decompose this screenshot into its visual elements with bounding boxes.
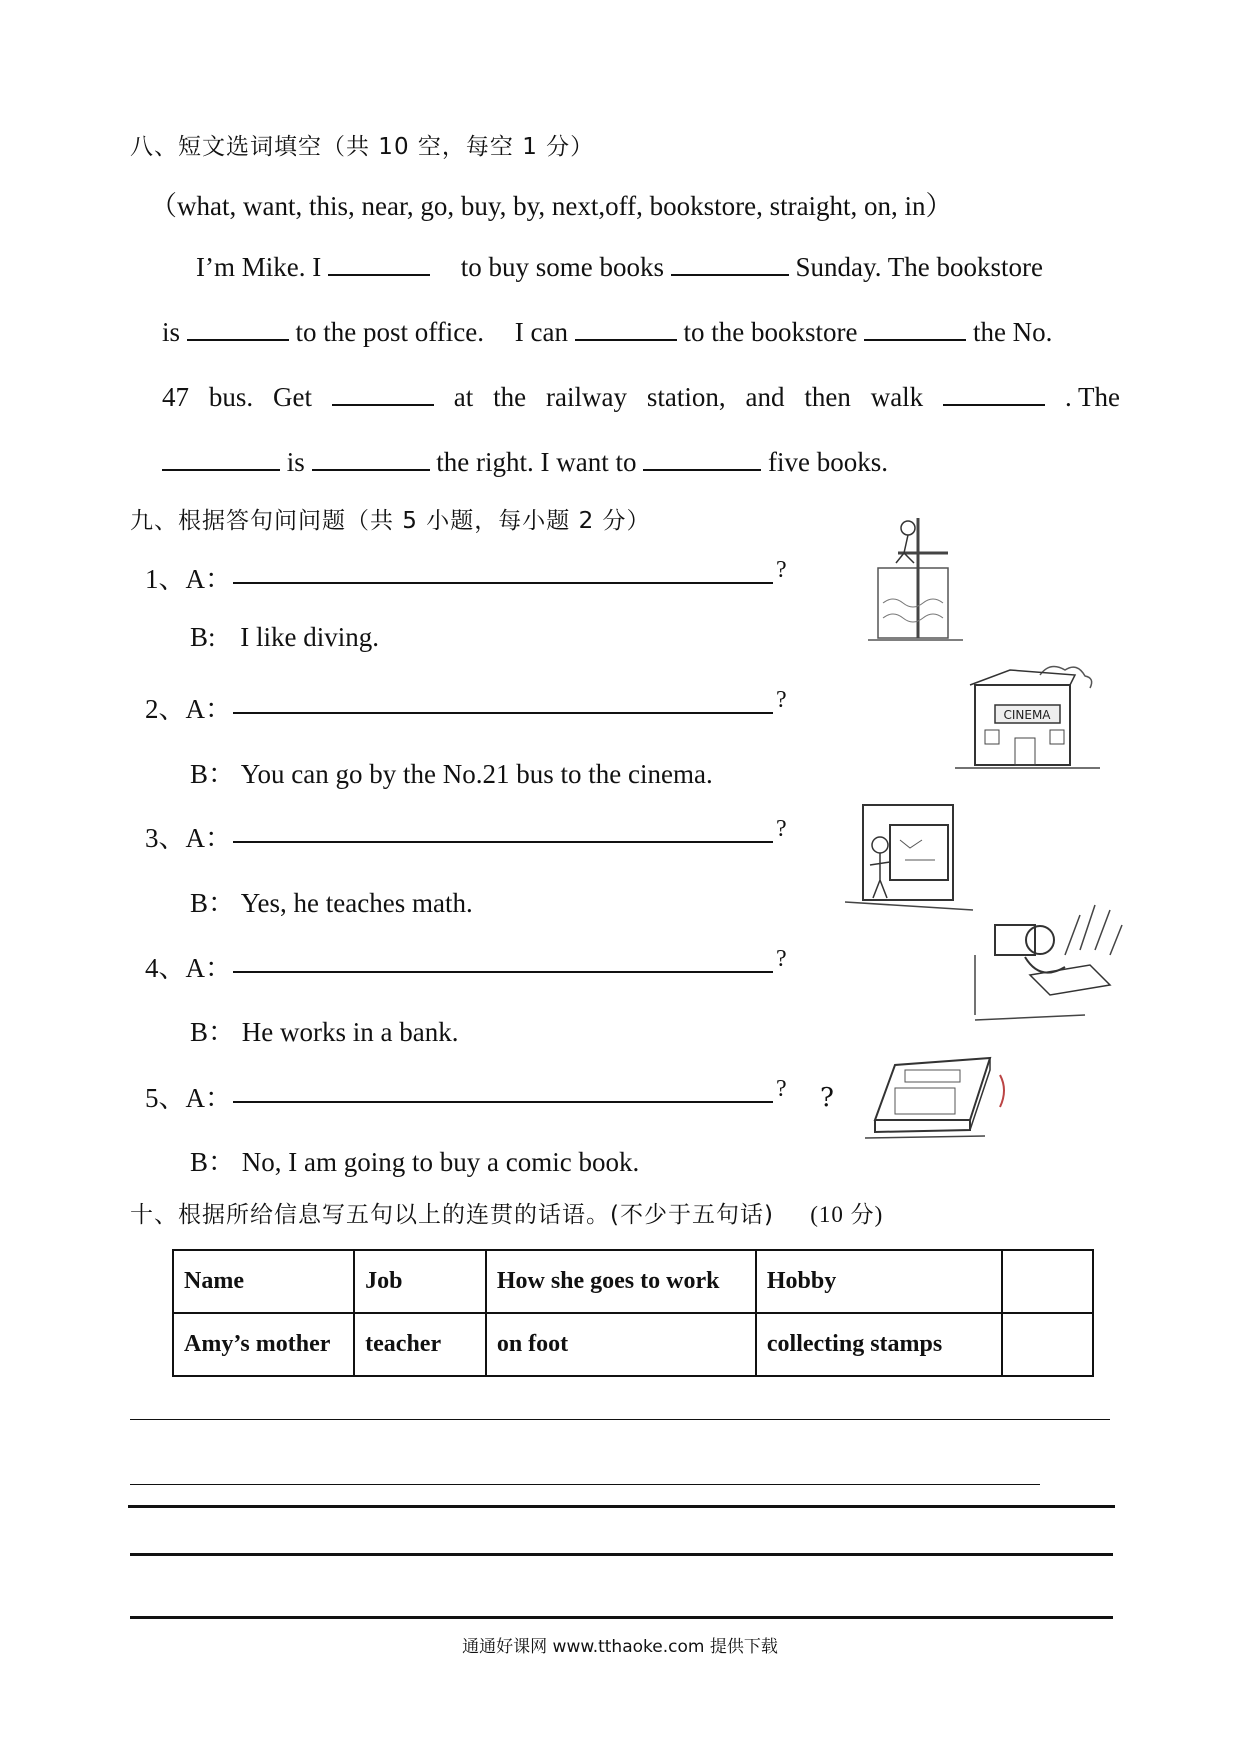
section9-title: 九、根据答句问问题（共 5 小题，每小题 2 分） [130, 508, 651, 534]
question-mark: ? [776, 816, 787, 842]
passage-word: bus. [208, 382, 254, 412]
answer-b-2 [190, 752, 713, 791]
fill-blank-5[interactable] [864, 315, 966, 341]
passage-text: I’m Mike. I [196, 252, 322, 282]
question-mark-icon: ? [820, 1083, 834, 1113]
table-header-cell: Hobby [756, 1250, 1002, 1313]
table-header-cell: How she goes to work [486, 1250, 756, 1313]
fill-blank-9[interactable] [312, 445, 430, 471]
teacher-picture [845, 800, 975, 920]
question-mark: ? [776, 687, 787, 713]
table-header-cell: Job [354, 1250, 486, 1313]
passage-word: walk [870, 382, 924, 412]
passage-word: 47 [162, 382, 189, 412]
question-mark: ? [776, 557, 787, 583]
table-header-cell: Name [173, 1250, 354, 1313]
passage-line-3 [162, 380, 1120, 413]
table-cell: on foot [486, 1313, 756, 1376]
answer-b-4 [190, 1010, 458, 1049]
answer-line-4[interactable] [233, 971, 773, 973]
fill-blank-3[interactable] [187, 315, 289, 341]
b-label: B: [190, 622, 216, 652]
writing-line-3[interactable] [128, 1505, 1115, 1508]
question-number: 1、A： [145, 564, 232, 594]
page-footer: 通通好课网 www.tthaoke.com 提供下载 [462, 1637, 778, 1657]
writing-line-4[interactable] [130, 1553, 1113, 1556]
table-cell [1002, 1313, 1093, 1376]
fill-blank-2[interactable] [671, 250, 789, 276]
writing-line-5[interactable] [130, 1616, 1113, 1619]
section10-title-text: 十、根据所给信息写五句以上的连贯的话语。(不少于五句话) [130, 1202, 774, 1228]
cinema-picture [955, 660, 1105, 775]
passage-text: five books. [767, 447, 888, 477]
passage-word: the [493, 382, 527, 412]
cinema-sign: CINEMA [1003, 708, 1051, 722]
passage-text: Sunday. The bookstore [795, 252, 1043, 282]
table-row [173, 1313, 1093, 1376]
passage-text: to the post office. [295, 317, 484, 347]
table-cell: teacher [354, 1313, 486, 1376]
passage-word: Get [273, 382, 312, 412]
answer-text: I like diving. [240, 622, 379, 652]
passage-text: is [286, 447, 305, 477]
passage-text: is [162, 317, 181, 347]
passage-text: the No. [972, 317, 1053, 347]
b-label: B： [190, 1017, 236, 1047]
answer-line-2[interactable] [233, 712, 773, 714]
word-bank: （what, want, this, near, go, buy, by, next,off, bookstore, straight, on, in） [150, 191, 953, 221]
passage-line-1 [196, 250, 1043, 283]
passage-text: to the bookstore [683, 317, 858, 347]
fill-blank-4[interactable] [575, 315, 677, 341]
answer-b-5 [190, 1140, 639, 1179]
writing-line-1[interactable] [130, 1419, 1110, 1420]
bank-worker-picture [970, 895, 1135, 1025]
answer-text: No, I am going to buy a comic book. [241, 1147, 640, 1177]
question-mark: ? [776, 1076, 787, 1102]
passage-line-4 [162, 445, 888, 478]
b-label: B： [190, 888, 236, 918]
fill-blank-6[interactable] [332, 380, 434, 406]
answer-text: Yes, he teaches math. [240, 888, 473, 918]
b-label: B： [190, 759, 236, 789]
answer-text: He works in a bank. [241, 1017, 459, 1047]
passage-text: the right. I want to [436, 447, 637, 477]
section10-score: (10 分) [810, 1202, 884, 1227]
passage-text: I can [514, 317, 568, 347]
table-cell: collecting stamps [756, 1313, 1002, 1376]
question-number: 4、A： [145, 953, 232, 983]
answer-b-3 [190, 881, 473, 920]
passage-text: to buy some books [460, 252, 664, 282]
question-mark: ? [776, 946, 787, 972]
fill-blank-8[interactable] [162, 445, 280, 471]
section8-title: 八、短文选词填空（共 10 空，每空 1 分） [130, 134, 595, 160]
info-table [172, 1249, 1094, 1377]
passage-word: railway [546, 382, 627, 412]
table-cell: Amy’s mother [173, 1313, 354, 1376]
passage-word: . The [1064, 382, 1120, 412]
answer-line-3[interactable] [233, 841, 773, 843]
comic-book-picture [865, 1050, 1015, 1150]
passage-word: station, [646, 382, 726, 412]
table-header-cell [1002, 1250, 1093, 1313]
answer-text: You can go by the No.21 bus to the cinema. [240, 759, 713, 789]
passage-word: and [745, 382, 785, 412]
passage-word: then [804, 382, 851, 412]
section10-title [130, 1196, 883, 1229]
answer-line-1[interactable] [233, 582, 773, 584]
question-number: 5、A： [145, 1083, 232, 1113]
diving-picture [868, 508, 968, 648]
question-number: 3、A： [145, 823, 232, 853]
fill-blank-7[interactable] [943, 380, 1045, 406]
fill-blank-1[interactable] [328, 250, 430, 276]
table-row [173, 1250, 1093, 1313]
answer-b-1 [190, 622, 379, 653]
passage-word: at [453, 382, 474, 412]
passage-line-2 [162, 315, 1052, 348]
answer-line-5[interactable] [233, 1101, 773, 1103]
fill-blank-10[interactable] [643, 445, 761, 471]
b-label: B： [190, 1147, 236, 1177]
writing-line-2[interactable] [130, 1484, 1040, 1485]
question-number: 2、A： [145, 694, 232, 724]
